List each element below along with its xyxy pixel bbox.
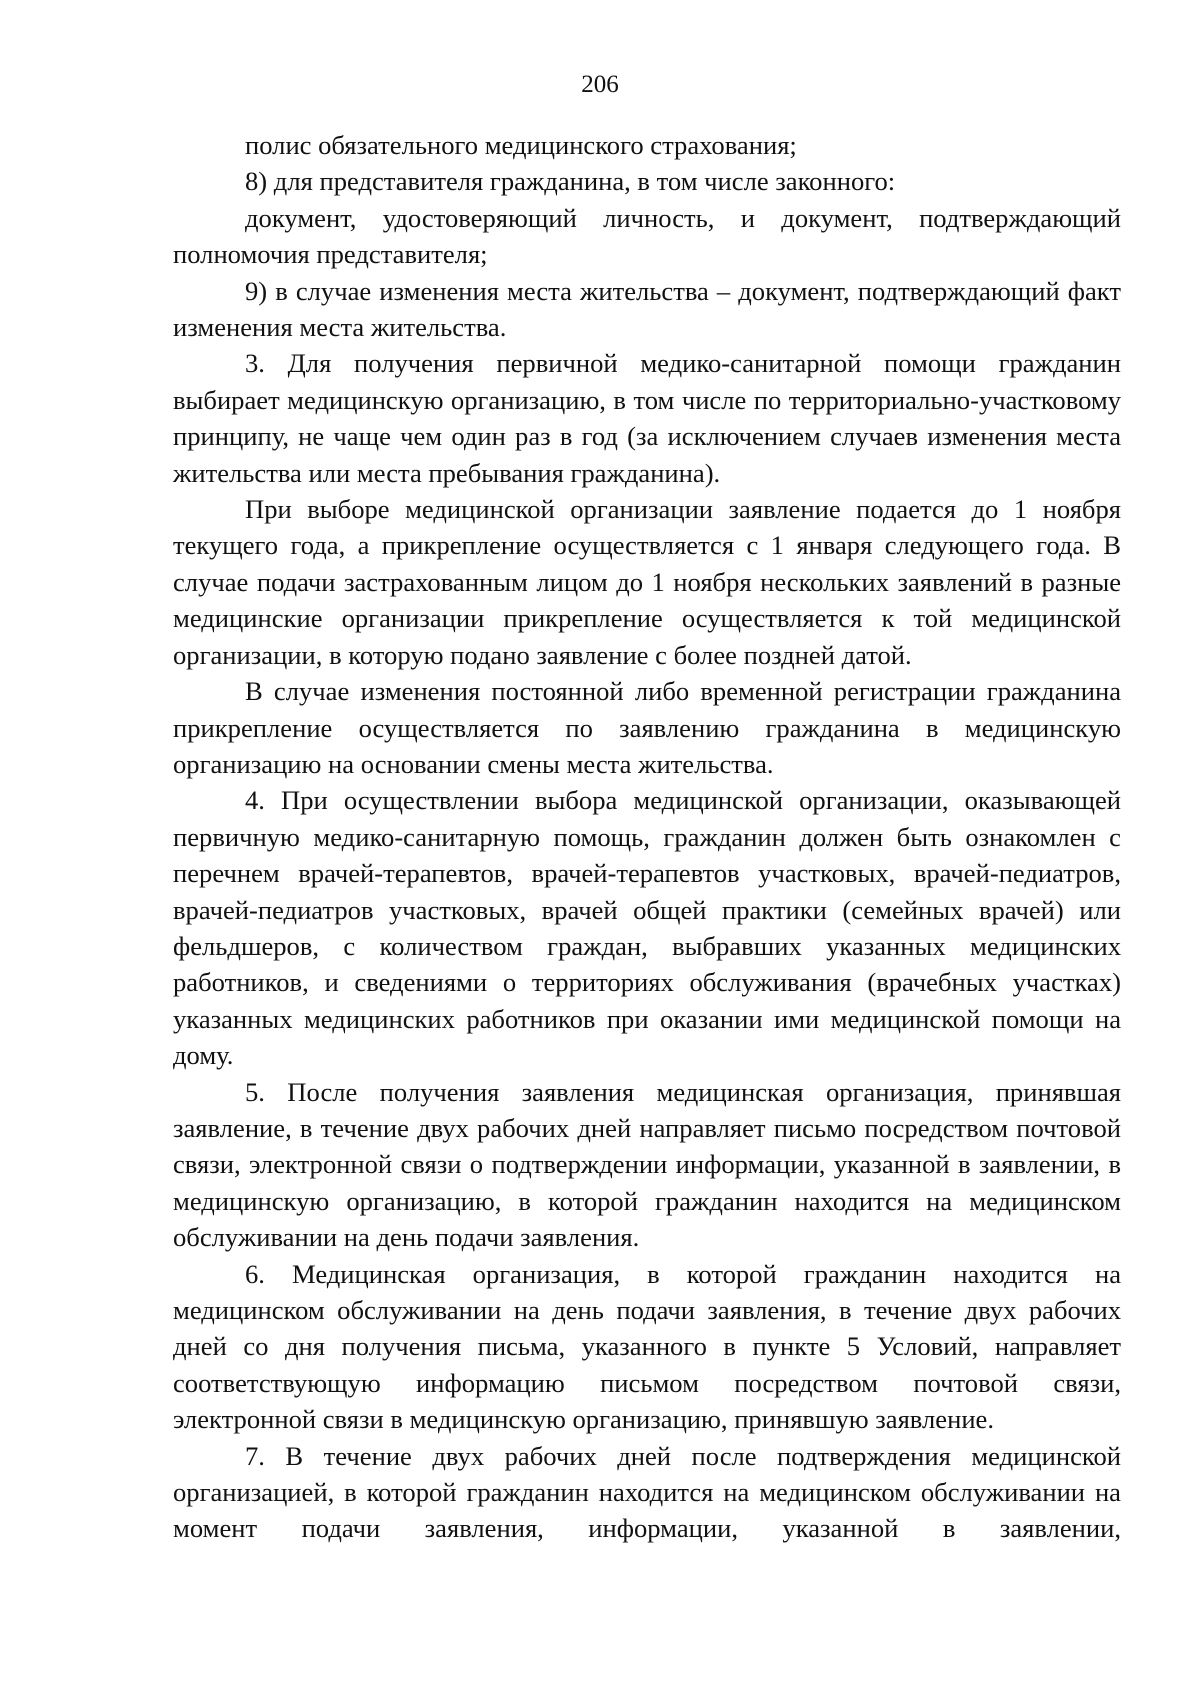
paragraph-section-4: 4. При осуществлении выбора медицинской организации, оказывающей первичную медико-санитарную помощь, гражданин должен быть ознакомлен с перечнем врачей-терапевтов, врачей-терапевтов участковых, врачей-педиатров, врачей-педиатров участковых, врачей общей практики (семейных врачей) или фельдшеров, с количеством граждан, выбравших указанных медицинских работников, и сведениями о территориях обслуживания (врачебных участках) указанных медицинских работников при оказании ими медицинской помощи на дому. xyxy=(173,785,1121,1071)
paragraph-registration-change: В случае изменения постоянной либо временной регистрации гражданина прикрепление осуществляется по заявлению гражданина в медицинскую организацию на основании смены места жительства. xyxy=(173,676,1121,779)
paragraph-section-5: 5. После получения заявления медицинская организация, принявшая заявление, в течение двух рабочих дней направляет письмо посредством почтовой связи, электронной связи о подтверждении информации, указанной в заявлении, в медицинскую организацию, в которой гражданин находится на медицинском обслуживании на день подачи заявления. xyxy=(173,1076,1121,1253)
paragraph-section-3: 3. Для получения первичной медико-санитарной помощи гражданин выбирает медицинскую организацию, в том числе по территориально-участковому принципу, не чаще чем один раз в год (за исключением случаев изменения места жительства или места пребывания гражданина). xyxy=(173,348,1121,488)
document-body xyxy=(173,127,1121,1547)
paragraph-item-8: 8) для представителя гражданина, в том числе законного: xyxy=(245,166,896,197)
paragraph-application-deadline: При выборе медицинской организации заявление подается до 1 ноября текущего года, а прикрепление осуществляется с 1 января следующего года. В случае подачи застрахованным лицом до 1 ноября нескольких заявлений в разные медицинские организации прикрепление осуществляется к той медицинской организации, в которую подано заявление с более поздней датой. xyxy=(173,494,1121,670)
paragraph-section-6: 6. Медицинская организация, в которой гражданин находится на медицинском обслуживании на день подачи заявления, в течение двух рабочих дней со дня получения письма, указанного в пункте 5 Условий, направляет соответствующую информацию письмом посредством почтовой связи, электронной связи в медицинскую организацию, принявшую заявление. xyxy=(173,1258,1121,1435)
paragraph-item-9: 9) в случае изменения места жительства – документ, подтверждающий факт изменения места жительства. xyxy=(173,275,1121,343)
paragraph-section-7: 7. В течение двух рабочих дней после подтверждения медицинской организацией, в которой гражданин находится на медицинском обслуживании на момент подачи заявления, информации, указанной в заявлении, xyxy=(173,1440,1121,1544)
page-number: 206 xyxy=(581,71,619,98)
paragraph-representative-documents: документ, удостоверяющий личность, и документ, подтверждающий полномочия представителя; xyxy=(173,202,1121,270)
paragraph-policy: полис обязательного медицинского страхования; xyxy=(245,130,797,160)
